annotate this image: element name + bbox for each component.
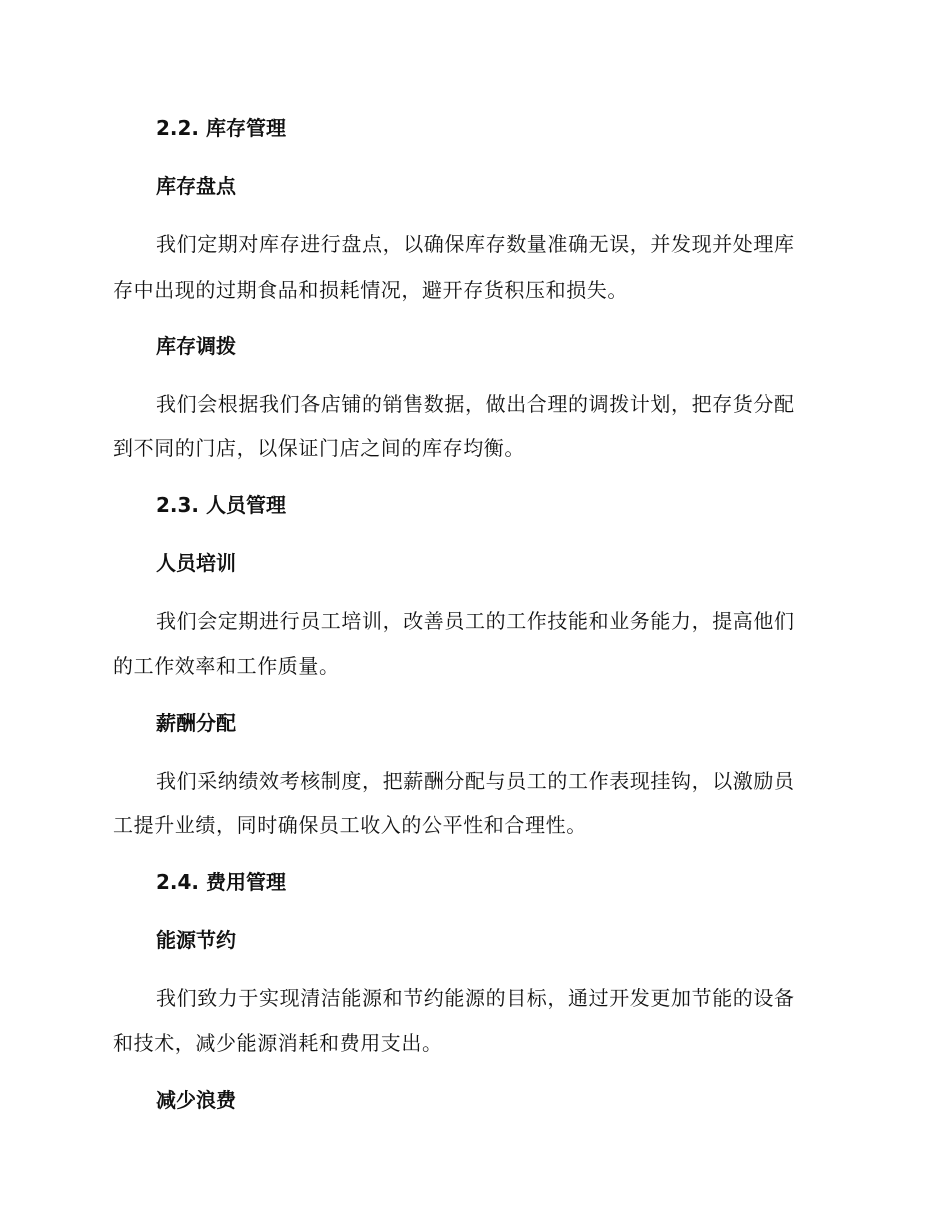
paragraph-line: 工提升业绩，同时确保员工收入的公平性和合理性。	[113, 813, 587, 837]
paragraph-line: 我们会定期进行员工培训，改善员工的工作技能和业务能力，提高他们	[156, 609, 795, 633]
paragraph-line: 我们采纳绩效考核制度，把薪酬分配与员工的工作表现挂钩，以激励员	[156, 769, 795, 793]
paragraph-line: 我们致力于实现清洁能源和节约能源的目标，通过开发更加节能的设备	[156, 986, 795, 1010]
subsection-title: 能源节约	[156, 928, 236, 952]
subsection-title: 人员培训	[156, 551, 236, 575]
paragraph-line: 和技术，减少能源消耗和费用支出。	[113, 1031, 443, 1055]
subsection-title: 薪酬分配	[156, 711, 236, 735]
section-heading: 2.2. 库存管理	[156, 116, 286, 140]
section-heading: 2.4. 费用管理	[156, 870, 286, 894]
subsection-title: 库存盘点	[156, 174, 236, 198]
paragraph-line: 我们会根据我们各店铺的销售数据，做出合理的调拨计划，把存货分配	[156, 392, 795, 416]
subsection-title: 库存调拨	[156, 334, 236, 358]
paragraph-line: 我们定期对库存进行盘点，以确保库存数量准确无误，并发现并处理库	[156, 232, 795, 256]
subsection-title: 减少浪费	[156, 1088, 236, 1112]
paragraph-line: 存中出现的过期食品和损耗情况，避开存货积压和损失。	[113, 278, 628, 302]
section-heading: 2.3. 人员管理	[156, 493, 286, 517]
paragraph-line: 的工作效率和工作质量。	[113, 654, 340, 678]
paragraph-line: 到不同的门店，以保证门店之间的库存均衡。	[113, 436, 525, 460]
